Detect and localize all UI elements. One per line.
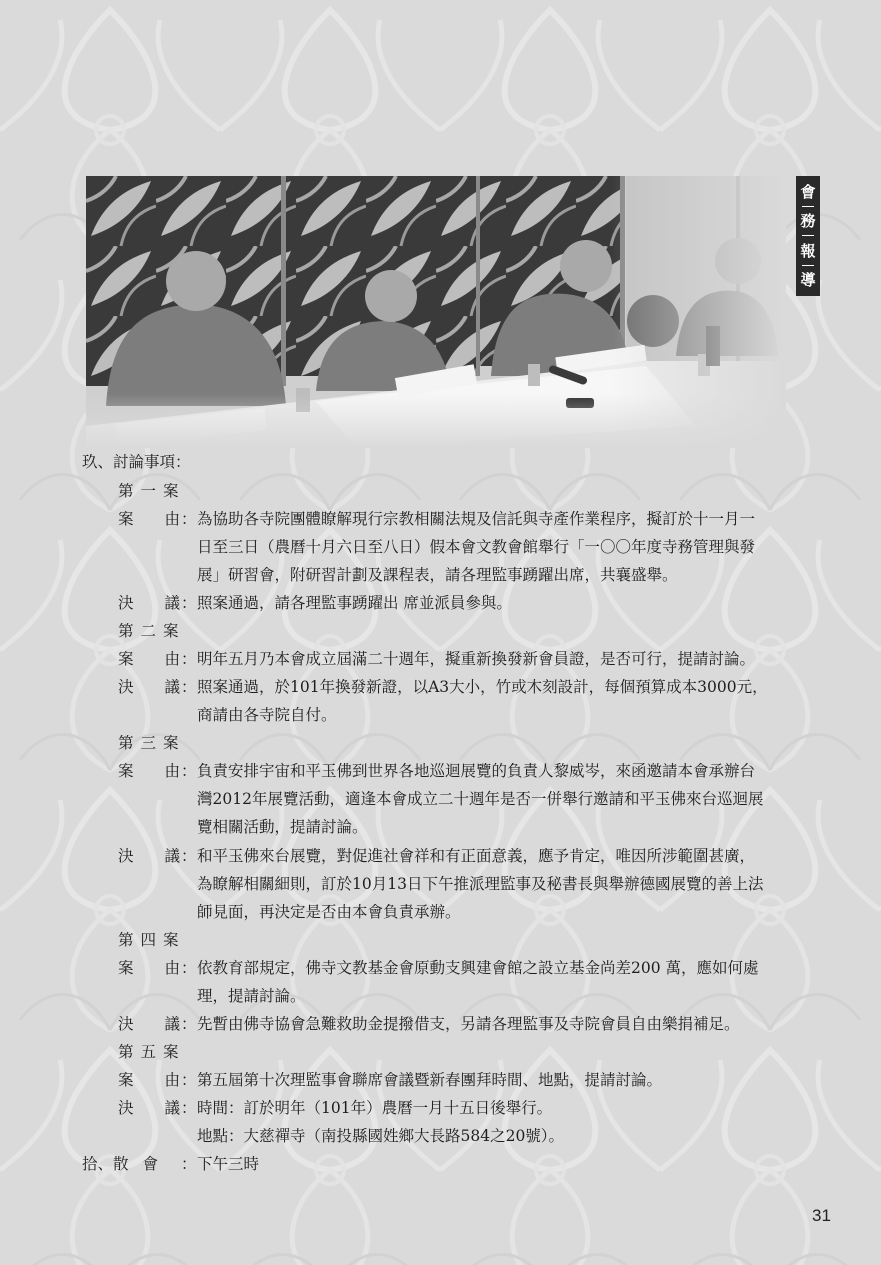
reason-label: 案 由: [118, 650, 181, 668]
closing-label: 拾、散 會: [82, 1155, 159, 1173]
label-colon: ：: [181, 847, 197, 865]
reason-label: 案 由: [118, 510, 181, 528]
case-reason-line: 日至三日（農曆十月六日至八日）假本會文教會館舉行「一〇〇年度寺務管理與發: [197, 538, 756, 556]
decision-label: 決 議: [118, 847, 181, 865]
label-colon: ：: [181, 678, 197, 696]
case-reason-line: 覽相關活動，提請討論。: [197, 818, 368, 836]
side-tab-char: 報: [800, 241, 816, 260]
reason-label: 案 由: [118, 959, 181, 977]
case-decision-line: 為瞭解相關細則，訂於10月13日下午推派理監事及秘書長與舉辦德國展覽的善上法: [197, 875, 764, 893]
case-decision-line: 地點：大慈禪寺（南投縣國姓鄉大長路584之20號）。: [197, 1127, 565, 1145]
case-decision-line: 先暫由佛寺協會急難救助金提撥借支，另請各理監事及寺院會員自由樂捐補足。: [197, 1015, 740, 1033]
label-colon: ：: [181, 594, 197, 612]
side-tab-char: 會: [800, 182, 816, 201]
case-decision-line: 時間：訂於明年（101年）農曆一月十五日後舉行。: [197, 1099, 553, 1117]
case-reason-line: 依教育部規定，佛寺文教基金會原動支興建會館之設立基金尚差200 萬，應如何處: [197, 959, 759, 977]
reason-label: 案 由: [118, 762, 181, 780]
side-tab-char: 導: [800, 271, 816, 290]
case-title: 第 四 案: [118, 931, 179, 949]
case-decision-line: 和平玉佛來台展覽，對促進社會祥和有正面意義，應予肯定，唯因所涉範圍甚廣，: [197, 847, 756, 865]
label-colon: ：: [181, 959, 197, 977]
decision-label: 決 議: [118, 1015, 181, 1033]
side-tab-char: 務: [800, 212, 816, 231]
label-colon: ：: [181, 1071, 197, 1089]
label-colon: ：: [181, 762, 197, 780]
label-colon: ：: [181, 510, 197, 528]
decision-label: 決 議: [118, 1099, 181, 1117]
label-colon: ：: [181, 650, 197, 668]
case-reason-line: 第五屆第十次理監事會聯席會議暨新春團拜時間、地點，提請討論。: [197, 1071, 663, 1089]
decision-label: 決 議: [118, 678, 181, 696]
case-reason-line: 理，提請討論。: [197, 987, 306, 1005]
case-decision-line: 照案通過，請各理監事踴躍出 席並派員參與。: [197, 594, 512, 612]
case-reason-line: 負責安排宇宙和平玉佛到世界各地巡迴展覽的負責人黎威岑，來函邀請本會承辦台: [197, 762, 756, 780]
label-colon: ：: [181, 1099, 197, 1117]
case-title: 第 五 案: [118, 1043, 179, 1061]
case-reason-line: 明年五月乃本會成立屆滿二十週年，擬重新換發新會員證，是否可行，提請討論。: [197, 650, 756, 668]
case-reason-line: 為協助各寺院團體瞭解現行宗教相關法規及信託與寺產作業程序，擬訂於十一月一: [197, 510, 756, 528]
case-decision-line: 照案通過，於101年換發新證，以A3大小，竹或木刻設計，每個預算成本3000元，: [197, 678, 768, 696]
case-reason-line: 展」研習會，附研習計劃及課程表，請各理監事踴躍出席，共襄盛舉。: [197, 566, 678, 584]
label-colon: ：: [181, 1155, 197, 1173]
reason-label: 案 由: [118, 1071, 181, 1089]
case-reason-line: 灣2012年展覽活動，適逢本會成立二十週年是否一併舉行邀請和平玉佛來台巡迴展: [197, 790, 764, 808]
closing-time: 下午三時: [197, 1155, 260, 1173]
section-heading: 玖、討論事項：: [82, 453, 191, 471]
label-colon: ：: [181, 1015, 197, 1033]
case-title: 第 一 案: [118, 482, 179, 500]
case-decision-line: 商請由各寺院自付。: [197, 706, 337, 724]
case-title: 第 二 案: [118, 622, 179, 640]
decision-label: 決 議: [118, 594, 181, 612]
case-decision-line: 師見面，再決定是否由本會負責承辦。: [197, 903, 461, 921]
case-title: 第 三 案: [118, 734, 179, 752]
page-number: 31: [812, 1206, 831, 1225]
